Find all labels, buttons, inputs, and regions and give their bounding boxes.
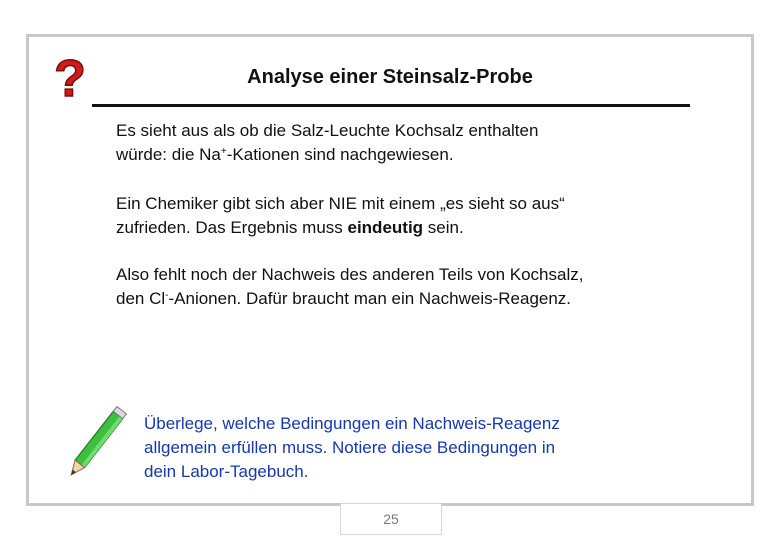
paragraph-chloride: [116, 263, 696, 311]
text-span: würde: die Na: [116, 145, 221, 164]
paragraph-chemist: [116, 192, 696, 240]
task-line: dein Labor-Tagebuch.: [144, 462, 309, 481]
text-span: sein.: [423, 218, 464, 237]
svg-text:?: ?: [54, 52, 86, 102]
task-instruction: [144, 412, 664, 484]
text-span: den Cl: [116, 289, 166, 308]
text-span: -Anionen. Dafür braucht man ein Nachweis-Reagenz.: [168, 289, 572, 308]
paragraph-line: Es sieht aus als ob die Salz-Leuchte Kochsalz enthalten: [116, 121, 539, 140]
slide-title: Analyse einer Steinsalz-Probe: [247, 66, 533, 88]
title-underline: [92, 104, 690, 107]
pencil-icon: [58, 406, 130, 484]
text-span: zufrieden. Das Ergebnis muss: [116, 218, 348, 237]
paragraph-line: [116, 143, 696, 167]
page-number: 25: [340, 503, 442, 535]
paragraph-line: [116, 216, 696, 240]
task-line: allgemein erfüllen muss. Notiere diese Bedingungen in: [144, 438, 556, 457]
paragraph-line: [116, 287, 696, 311]
question-mark-icon: [50, 52, 90, 102]
task-line: Überlege, welche Bedingungen ein Nachweis-Reagenz: [144, 414, 560, 433]
text-span: -Kationen sind nachgewiesen.: [226, 145, 454, 164]
superscript-charge: +: [220, 146, 227, 157]
emphasis-eindeutig: eindeutig: [347, 218, 424, 237]
paragraph-line: Also fehlt noch der Nachweis des anderen Teils von Kochsalz,: [116, 265, 584, 284]
superscript-charge: -: [165, 290, 169, 301]
paragraph-sodium: [116, 119, 696, 167]
paragraph-line: Ein Chemiker gibt sich aber NIE mit einem „es sieht so aus“: [116, 194, 565, 213]
